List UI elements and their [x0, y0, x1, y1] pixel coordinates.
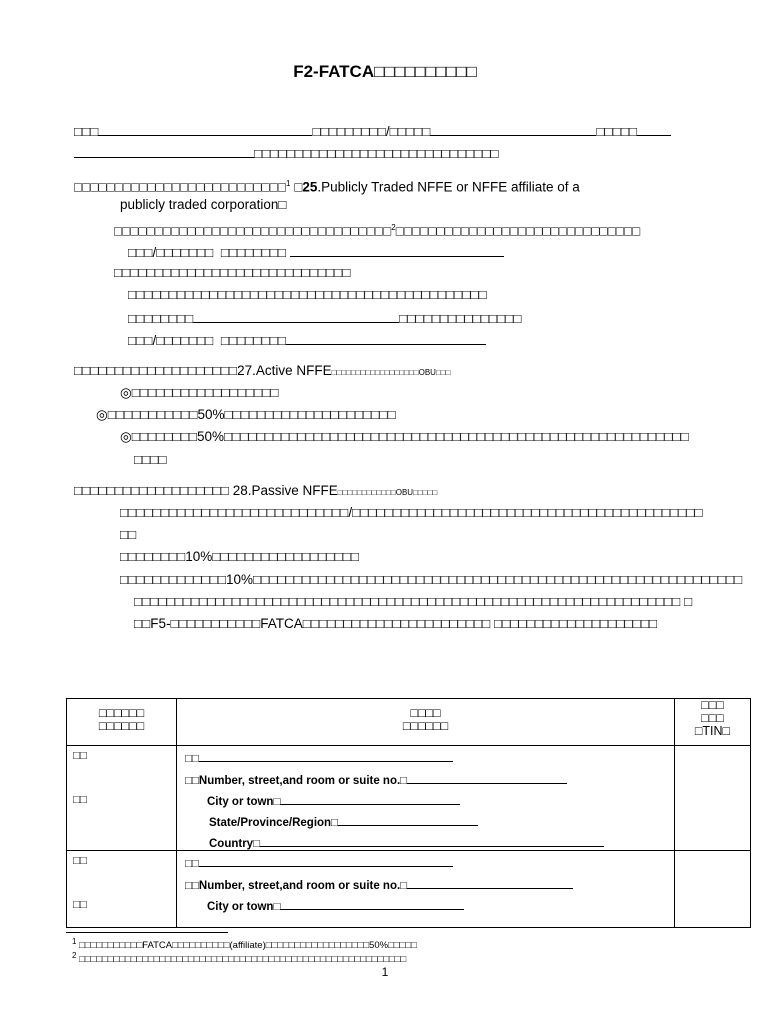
section-2-item-a: ◎□□□□□□□□□□□□□□□□□□ [120, 385, 279, 400]
choice-3[interactable]: □□□/□□□□□□□ [128, 333, 214, 348]
row-2-tin-cell[interactable] [675, 851, 751, 928]
intro-line-1 [74, 121, 671, 141]
section-1-english: .Publicly Traded NFFE or NFFE affiliate of a [317, 179, 580, 195]
row-2-name-blank[interactable] [199, 855, 453, 867]
section-1-option-b-line-2: □□□□□□□□□□□□□□□□□□□□□□□□□□□□□□□□□□□□□□□□□□□□ [128, 287, 487, 302]
row-2-label-bottom: □□ [73, 899, 87, 911]
option-a-tail: □□□□□□□□□□□□□□□□□□□□□□□□□□□□□□ [395, 223, 641, 239]
row-2-address-cell [177, 851, 675, 928]
row-2-addr-blank[interactable] [407, 877, 573, 889]
choice-2-blank[interactable] [290, 242, 504, 257]
row-1-country-line [209, 835, 604, 850]
footnote-1 [72, 937, 417, 951]
footnote-2 [72, 951, 406, 965]
row-2-addr-label: □□Number, street,and room or suite no.□ [185, 880, 408, 892]
section-3-item-c-line-3: □□F5-□□□□□□□□□□□FATCA□□□□□□□□□□□□□□□□□□□□□□□ □□□□□□□□□□□□□□□□□□□□ [134, 616, 658, 631]
section-1-checkbox[interactable]: □ [90, 179, 99, 195]
section-3-english: 28.Passive NFFE [232, 483, 338, 498]
section-3-label: □□□□□□□□□□□□□□□□ [98, 483, 229, 498]
section-1-code: □25 [294, 179, 318, 195]
row-1-city-blank[interactable] [280, 793, 460, 805]
row-2-city-blank[interactable] [280, 898, 464, 910]
row-2-addr-line [185, 877, 573, 892]
option-b-blank[interactable] [193, 308, 399, 323]
row-1-state-blank[interactable] [338, 814, 478, 826]
section-3-item-b[interactable]: □□□□□□□□10%□□□□□□□□□□□□□□□□□□ [120, 549, 360, 564]
header-col-1-line-2: □□□□□□ [98, 719, 145, 733]
section-1-number: □□ [74, 179, 91, 195]
row-1-name-line [185, 750, 453, 765]
row-1-state-label: State/Province/Region□ [209, 817, 339, 829]
row-2-name-label: □□ [185, 858, 199, 870]
intro-text-2: □□□□□□□□□□□□□□□□□□□□□□□□□□□□□□ [254, 146, 499, 161]
header-col-3-line-1: □□□ [701, 698, 724, 712]
section-3-item-a: □□□□□□□□□□□□□□□□□□□□□□□□□□□□/□□□□□□□□□□□□□□□□□□□□□□□□□□□□□□□□□□□□□□□□□□□ [120, 505, 703, 520]
row-1-address-cell [177, 746, 675, 851]
footnote-1-mark: 1 [72, 937, 77, 946]
row-1-addr-blank[interactable] [407, 772, 567, 784]
section-1-option-b-line-3 [128, 308, 522, 328]
section-1-label: □□□□□□□□□□□□□□□□□□□□□□□ [98, 179, 287, 195]
footnote-ref-1: 1 [286, 179, 291, 188]
id-blank[interactable] [430, 121, 596, 136]
choice-2[interactable]: □□□□□□□□ [220, 245, 287, 260]
row-1-tin-cell[interactable] [675, 746, 751, 851]
option-a-text: □□□□□□□□□□□□□□□□□□□□□□□□□□□□□□□□□□ [114, 223, 392, 239]
row-2-city-label: City or town□ [207, 901, 281, 913]
section-3-checkbox[interactable]: □ [90, 483, 99, 498]
section-2-checkbox[interactable]: □ [90, 363, 99, 378]
row-1-addr-line [185, 772, 567, 787]
document-title: F2-FATCA□□□□□□□□□□ [293, 62, 477, 81]
row-1-country-blank[interactable] [260, 835, 604, 847]
section-3-item-c[interactable]: □□□□□□□□□□□□□10%□□□□□□□□□□□□□□□□□□□□□□□□□□□□□□□□□□□□□□□□□□□□□□□□□□□□□□□□□□□□ [120, 572, 743, 587]
section-2-item-c: ◎□□□□□□□□50%□□□□□□□□□□□□□□□□□□□□□□□□□□□□□□□□□□□□□□□□□□□□□□□□□□□□□□□□□ [120, 429, 689, 444]
row-2-city-line [207, 898, 464, 913]
intro-label-c: □□□□□ [596, 124, 638, 139]
section-1-option-b-choices [128, 330, 486, 350]
section-2-item-b: ◎□□□□□□□□□□□50%□□□□□□□□□□□□□□□□□□□□□ [96, 407, 396, 422]
header-col-1-line-1: □□□□□□ [98, 706, 145, 720]
row-2-label-top: □□ [73, 855, 87, 867]
option-b-tail: □□□□□□□□□□□□□□□ [399, 311, 522, 326]
section-2-note: □□□□□□□□□□□□□□□□□□OBU□□□ [331, 368, 451, 377]
row-2-name-line [185, 855, 453, 870]
section-3-number: □□ [74, 483, 91, 498]
section-2-label: □□□□□□□□□□□□□□□□□ [98, 363, 238, 378]
footnote-2-mark: 2 [72, 951, 77, 960]
row-1-label-cell [67, 746, 177, 851]
section-1-english-cont: publicly traded corporation□ [120, 197, 287, 212]
owner-table [66, 698, 751, 928]
row-2-label-cell [67, 851, 177, 928]
section-3-heading [74, 482, 437, 502]
row-1-state-line [209, 814, 478, 829]
row-1-label-top: □□ [73, 750, 87, 762]
name-blank[interactable] [98, 121, 312, 136]
table-row [67, 746, 751, 851]
section-2-heading [74, 362, 450, 382]
extra-blank[interactable] [637, 121, 671, 136]
row-1-label-bottom: □□ [73, 794, 87, 806]
choice-4-blank[interactable] [286, 330, 486, 345]
footnote-1-text: □□□□□□□□□□□FATCA□□□□□□□□□□(affiliate)□□□□□□□□□□□□□□□□□□50%□□□□□ [79, 940, 417, 952]
header-col-3-line-3: □TIN□ [694, 724, 731, 738]
option-b-label: □□□□□□□□ [128, 311, 194, 326]
section-2-item-c-cont: □□□□ [134, 452, 167, 467]
choice-1[interactable]: □□□/□□□□□□□ [128, 245, 214, 260]
intro-blank-2[interactable] [74, 143, 254, 158]
choice-4[interactable]: □□□□□□□□ [220, 333, 287, 348]
intro-label-b: □□□□□□□□□/□□□□□ [312, 124, 431, 139]
row-1-country-label: Country□ [209, 838, 261, 850]
section-3-item-a-cont: □□ [120, 527, 137, 542]
section-1-heading [74, 175, 580, 197]
header-col-3 [675, 699, 751, 746]
header-col-2-line-1: □□□□ [410, 706, 441, 720]
section-2-number: □□ [74, 363, 91, 378]
section-3-item-c-line-2: □□□□□□□□□□□□□□□□□□□□□□□□□□□□□□□□□□□□□□□□□□□□□□□□□□□□□□□□□□□□□□□□□□□ □ [134, 594, 693, 609]
section-1-option-b: □□□□□□□□□□□□□□□□□□□□□□□□□□□□□ [114, 265, 351, 280]
row-1-name-label: □□ [185, 753, 199, 765]
page-number: 1 [381, 965, 389, 979]
header-col-3-line-2: □□□ [701, 711, 724, 725]
row-1-city-line [207, 793, 460, 808]
row-1-city-label: City or town□ [207, 796, 281, 808]
header-col-1 [67, 699, 177, 746]
table-header-row [67, 699, 751, 746]
header-col-2-line-2: □□□□□□ [402, 719, 449, 733]
table-row [67, 851, 751, 928]
intro-label-a: □□□ [74, 124, 99, 139]
intro-line-2 [74, 143, 499, 163]
row-1-addr-label: □□Number, street,and room or suite no.□ [185, 775, 408, 787]
footnote-ref-2: 2 [391, 223, 396, 232]
section-1-option-a [114, 219, 640, 241]
footnote-2-text: □□□□□□□□□□□□□□□□□□□□□□□□□□□□□□□□□□□□□□□□□□□□□□□□□□□□□□□□□ [79, 954, 407, 966]
section-2-english: 27.Active NFFE [237, 363, 332, 378]
header-col-2 [177, 699, 675, 746]
row-1-name-blank[interactable] [199, 750, 453, 762]
section-3-note: □□□□□□□□□□□□OBU□□□□□ [337, 488, 438, 497]
footnote-divider [66, 932, 228, 933]
section-1-option-a-choices [128, 242, 504, 262]
